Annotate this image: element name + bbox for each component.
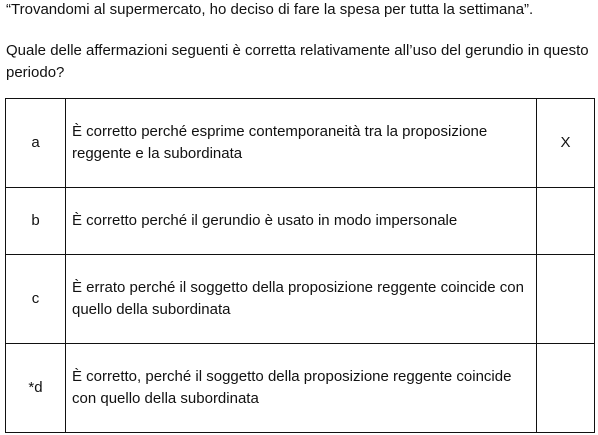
table-row bbox=[6, 99, 595, 188]
table-row bbox=[6, 255, 595, 344]
table-row bbox=[6, 344, 595, 433]
option-text: È corretto perché il gerundio è usato in modo impersonale bbox=[66, 188, 537, 255]
option-letter: b bbox=[6, 188, 66, 255]
question-text: Quale delle affermazioni seguenti è corretta relativamente all’uso del gerundio in questo periodo? bbox=[6, 42, 589, 81]
quoted-sentence: “Trovandomi al supermercato, ho deciso di fare la spesa per tutta la settimana”. bbox=[6, 1, 534, 18]
option-mark bbox=[537, 344, 595, 433]
option-text: È corretto, perché il soggetto della proposizione reggente coincide con quello della subordinata bbox=[66, 344, 537, 433]
option-mark: X bbox=[537, 99, 595, 188]
table-row bbox=[6, 188, 595, 255]
answers-table bbox=[5, 98, 595, 433]
option-letter: c bbox=[6, 255, 66, 344]
option-letter: a bbox=[6, 99, 66, 188]
option-letter: *d bbox=[6, 344, 66, 433]
option-mark bbox=[537, 255, 595, 344]
option-mark bbox=[537, 188, 595, 255]
option-text: È errato perché il soggetto della proposizione reggente coincide con quello della subordinata bbox=[66, 255, 537, 344]
option-text: È corretto perché esprime contemporaneità tra la proposizione reggente e la subordinata bbox=[66, 99, 537, 188]
